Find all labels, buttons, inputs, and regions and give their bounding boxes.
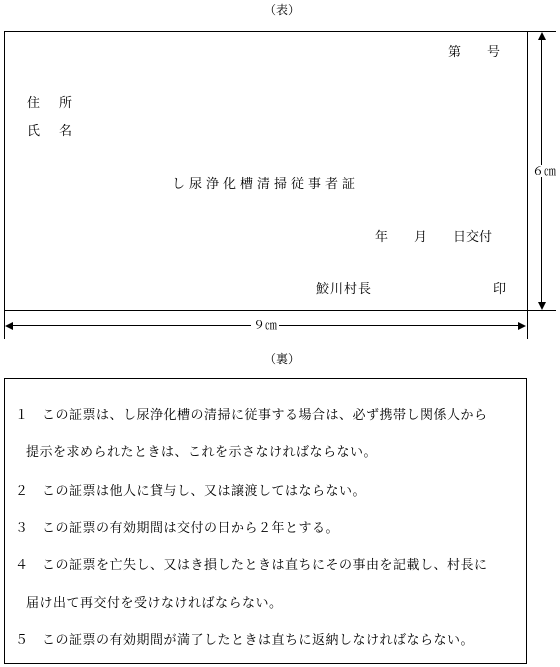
width-arrow-right: [518, 322, 526, 330]
back-line-6: 届け出て再交付を受けなければならない。: [26, 596, 283, 611]
back-line-3: ２ この証票は他人に貸与し、又は譲渡してはならない。: [15, 484, 367, 499]
height-label: ６㎝: [532, 164, 557, 178]
width-label: ９㎝: [253, 318, 278, 332]
front-card: [4, 31, 528, 311]
certificate-title: し尿浄化槽清掃従事者証: [172, 177, 360, 192]
issuer-name: 鮫川村長: [316, 282, 373, 297]
width-arrow-left: [5, 322, 13, 330]
back-card: [4, 378, 527, 664]
front-heading: （表）: [264, 3, 301, 17]
back-line-1: １ この証票は、し尿浄化槽の清掃に従事する場合は、必ず携帯し関係人から: [15, 408, 488, 423]
address-label: 住 所: [27, 96, 76, 111]
number-label: 第 号: [448, 45, 501, 60]
back-line-5: ４ この証票を亡失し、又はき損したときは直ちにその事由を記載し、村長に: [15, 558, 488, 573]
height-arrow-down: [538, 302, 546, 310]
height-dim-bottom-tick: [528, 310, 556, 311]
back-line-4: ３ この証票の有効期間は交付の日から２年とする。: [15, 521, 340, 536]
back-heading: （裏）: [264, 352, 301, 366]
width-dim-right-tick: [527, 311, 528, 339]
seal-mark: 印: [493, 282, 507, 297]
height-arrow-up: [538, 32, 546, 40]
back-line-7: ５ この証票の有効期間が満了したときは直ちに返納しなければならない。: [15, 633, 475, 648]
back-line-2: 提示を求められたときは、これを示さなければならない。: [26, 445, 378, 460]
issue-date: 年 月 日交付: [375, 230, 493, 245]
name-label: 氏 名: [27, 124, 76, 139]
